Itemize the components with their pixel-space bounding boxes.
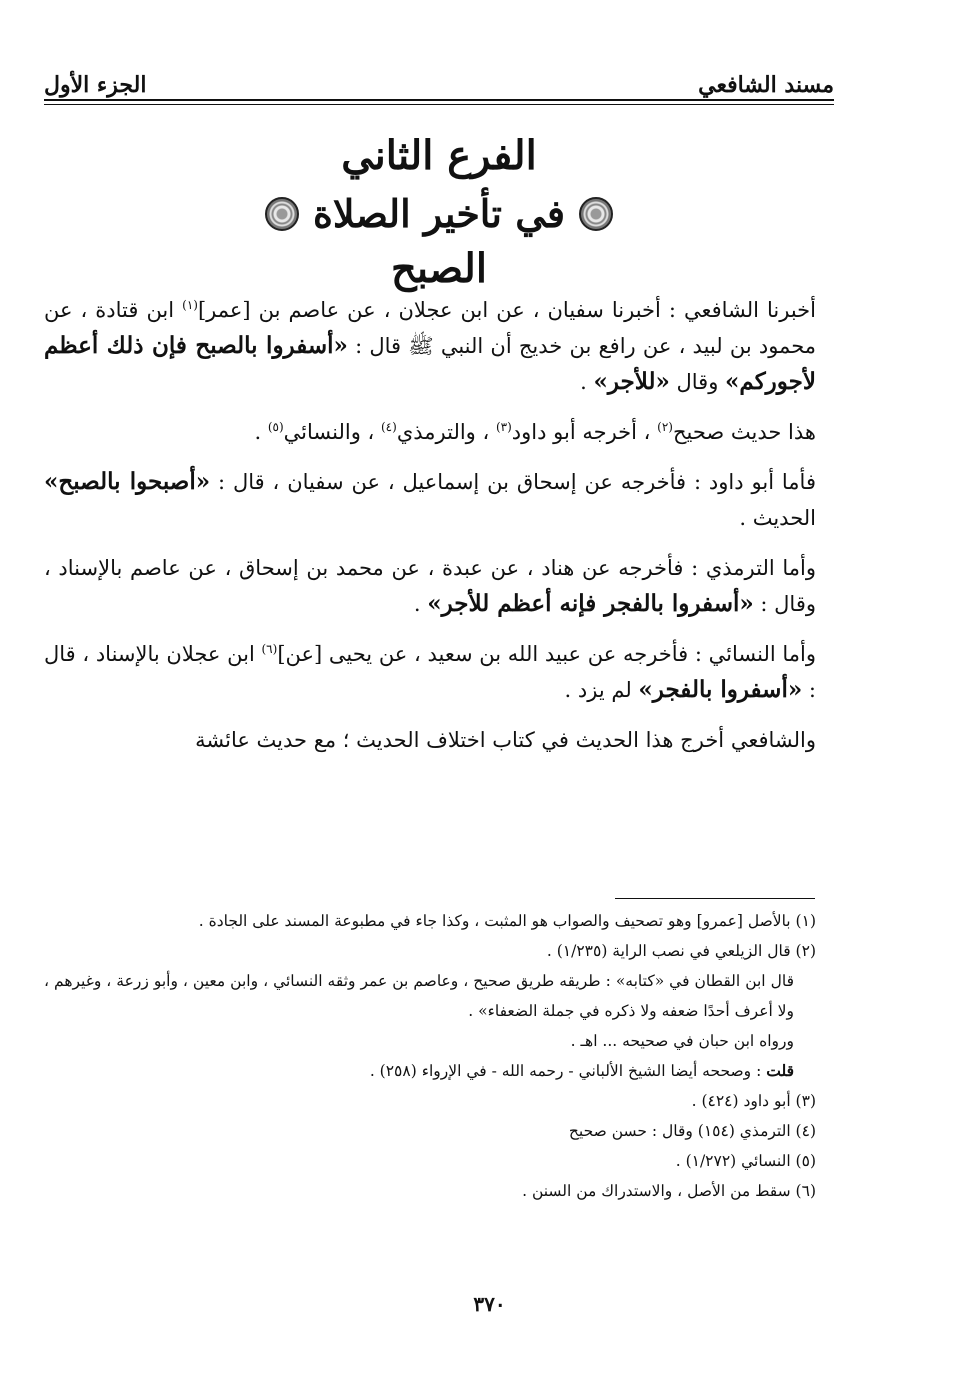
footnote-ref: (٥) <box>267 420 284 434</box>
volume-label: الجزء الأول <box>44 72 147 98</box>
text-run: لم يزد . <box>564 678 639 702</box>
page-number: ٣٧٠ <box>473 1292 506 1316</box>
hadith-quote: «أسفروا بالفجر» <box>638 676 803 703</box>
text-run: الحديث . <box>739 506 816 530</box>
hadith-quote: «للأجر» <box>593 368 670 395</box>
footnote: (٣) أبو داود (٤٢٤) . <box>691 1092 816 1110</box>
paragraph: والشافعي أخرج هذا الحديث في كتاب اختلاف الحديث ؛ مع حديث عائشة <box>195 728 816 752</box>
text-run: ابن عجلان بالإسناد ، قال : <box>44 642 816 702</box>
paragraph <box>44 414 816 450</box>
text-run: . <box>413 592 428 616</box>
paragraph <box>44 550 816 622</box>
text-run: ، أخرجه أبو داود <box>511 420 658 444</box>
book-title: مسند الشافعي <box>698 72 834 98</box>
footnote-label: قلت <box>766 1061 794 1080</box>
chapter-title-text: في تأخير الصلاة <box>312 191 566 236</box>
running-header <box>44 52 834 100</box>
footnote-separator <box>615 898 815 899</box>
circle-ornament-icon <box>579 197 613 231</box>
footnote-continuation: ورواه ابن حبان في صحيحه ... اهـ . <box>570 1032 794 1050</box>
section-title: الفرع الثاني <box>341 132 537 179</box>
paragraph <box>44 464 816 536</box>
footnote-ref: (٤) <box>380 420 397 434</box>
text-run: هذا حديث صحيح <box>672 420 816 444</box>
chapter-title <box>44 186 834 242</box>
footnotes <box>44 906 816 1206</box>
text-run: وقال <box>669 370 726 394</box>
footnote: (١) بالأصل [عمرو] وهو تصحيف والصواب هو المثبت ، وكذا جاء في مطبوعة المسند على الجادة . <box>198 912 816 930</box>
circle-ornament-icon <box>265 197 299 231</box>
text-run: ، والنسائي <box>283 420 381 444</box>
main-text <box>44 292 816 772</box>
footnote: (٤) الترمذي (١٥٤) وقال : حسن صحيح <box>568 1122 816 1140</box>
footnote-ref: (٦) <box>261 642 278 656</box>
text-run: فأما أبو داود : فأخرجه عن إسحاق بن إسماعيل ، عن سفيان ، قال : <box>210 470 816 494</box>
text-run: وأما الترمذي : فأخرجه عن هناد ، عن عبدة ، عن محمد بن إسحاق ، عن عاصم بالإسناد ، وقال : <box>44 556 816 616</box>
text-run: أخبرنا الشافعي : أخبرنا سفيان ، عن ابن عجلان ، عن عاصم بن [عمر] <box>197 298 816 322</box>
text-run: . <box>580 370 594 394</box>
text-run: ابن قتادة ، عن محمود بن لبيد ، عن رافع بن خديج أن النبي ﷺ قال : <box>44 298 816 358</box>
footnote-ref: (٢) <box>657 420 673 434</box>
footnote-ref: (٣) <box>495 420 512 434</box>
hadith-quote: «أسفروا بالصبح فإن ذلك أعظم لأجوركم» <box>44 332 816 395</box>
text-run: ، والترمذي <box>396 420 496 444</box>
text-run: . <box>254 420 268 444</box>
hadith-quote: «أسفروا بالفجر فإنه أعظم للأجر» <box>427 590 754 617</box>
footnote: (٢) قال الزيلعي في نصب الراية (١/٢٣٥) . <box>546 942 816 960</box>
paragraph <box>44 292 816 400</box>
header-rule <box>44 99 834 101</box>
footnote: (٥) النسائي (١/٢٧٢) . <box>675 1152 816 1170</box>
hadith-quote: «أصبحوا بالصبح» <box>44 468 211 495</box>
chapter-subtitle: الصبح <box>391 245 487 292</box>
header-rule-thin <box>44 104 834 105</box>
footnote-continuation <box>44 1056 816 1086</box>
text-run: : وصححه أيضا الشيخ الألباني - رحمه الله - في الإرواء (٢٥٨) . <box>369 1062 767 1080</box>
footnote-ref: (١) <box>182 298 198 312</box>
footnote: (٦) سقط من الأصل ، والاستدراك من السنن . <box>522 1182 816 1200</box>
footnote-continuation: قال ابن القطان في «كتابه» : طريقه طريق صحيح ، وعاصم بن عمر وثقه النسائي ، وابن معين ، وأبو زرعة ، وغيرهم ، ولا أعرف أحدًا ضعفه ولا ذكره في جملة الضعفاء» . <box>44 972 794 1020</box>
paragraph <box>44 636 816 708</box>
text-run: وأما النسائي : فأخرجه عن عبيد الله بن سعيد ، عن يحيى [عن] <box>277 642 816 666</box>
